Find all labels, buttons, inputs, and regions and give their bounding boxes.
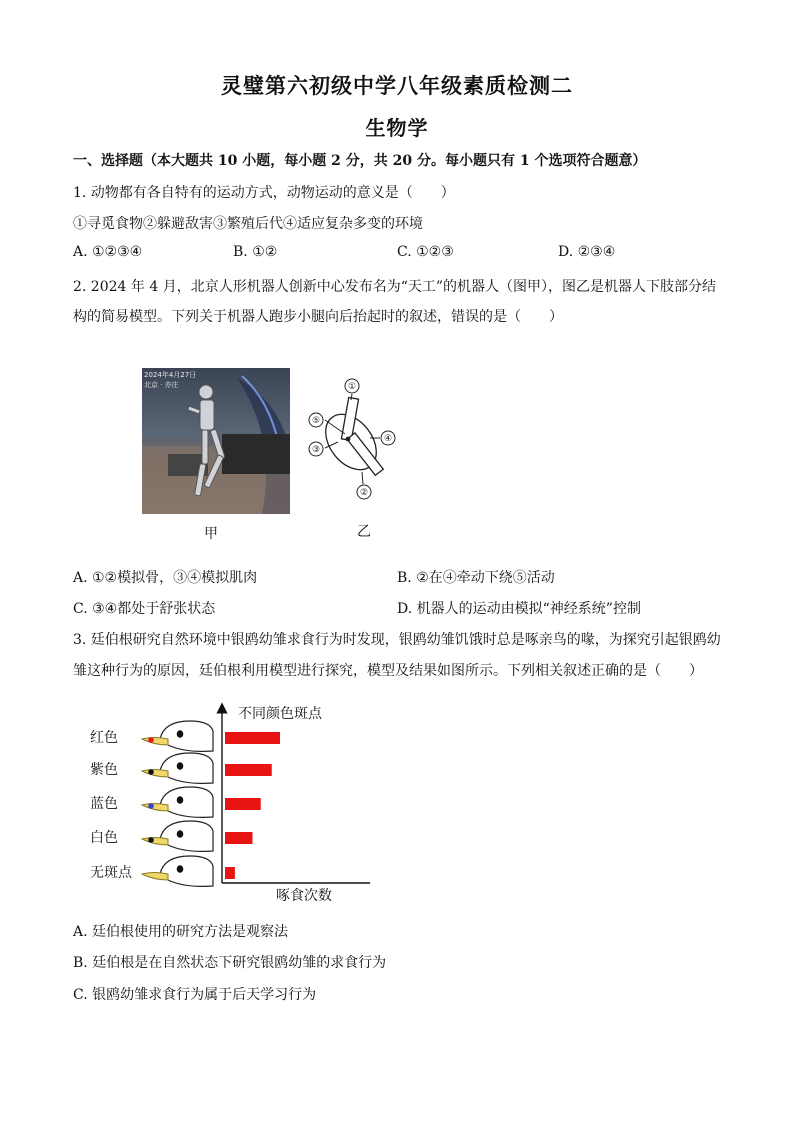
page-title: 灵璧第六初级中学八年级素质检测二 xyxy=(221,73,573,98)
photo-date-overlay: 2024年4月27日 xyxy=(144,371,197,379)
q3-option-a[interactable]: A. 廷伯根使用的研究方法是观察法 xyxy=(73,924,289,940)
category-label: 白色 xyxy=(90,830,118,846)
gull-head-model xyxy=(142,787,213,817)
limb-model-diagram xyxy=(305,370,405,515)
q3-option-b[interactable]: B. 廷伯根是在自然状态下研究银鸥幼雏的求食行为 xyxy=(73,955,387,971)
category-label: 红色 xyxy=(90,730,118,746)
caption-yi: 乙 xyxy=(357,524,371,540)
q2-option-a[interactable]: A. ①②模拟骨，③④模拟肌肉 xyxy=(73,570,258,586)
robot-photo xyxy=(142,368,290,514)
q2-stem-line2: 构的简易模型。下列关于机器人跑步小腿向后抬起时的叙述，错误的是（ ） xyxy=(73,309,563,325)
subject-title: 生物学 xyxy=(365,116,429,140)
gull-head-model xyxy=(142,856,213,886)
q1-stem: 1. 动物都有各自特有的运动方式，动物运动的意义是（ ） xyxy=(73,185,455,201)
bar xyxy=(225,832,253,844)
q2-stem-line1: 2. 2024 年 4 月，北京人形机器人创新中心发布名为“天工”的机器人（图甲），图乙是机器人下肢部分结 xyxy=(73,279,717,295)
q3-option-c[interactable]: C. 银鸥幼雏求食行为属于后天学习行为 xyxy=(73,987,317,1003)
q1-option-d[interactable]: D. ②③④ xyxy=(558,244,616,260)
q3-stem-line1: 3. 廷伯根研究自然环境中银鸥幼雏求食行为时发现，银鸥幼雏饥饿时总是啄亲鸟的喙，为探究引起银鸥幼 xyxy=(73,632,721,648)
q2-option-d[interactable]: D. 机器人的运动由模拟“神经系统”控制 xyxy=(397,601,641,617)
pecking-chart xyxy=(80,700,380,905)
category-label: 无斑点 xyxy=(90,865,132,881)
diagram-label-1: ① xyxy=(347,382,357,392)
diagram-label-5: ⑤ xyxy=(311,416,321,426)
gull-head-model xyxy=(142,753,213,783)
diagram-label-2: ② xyxy=(359,488,369,498)
category-label: 蓝色 xyxy=(90,796,118,812)
bar xyxy=(225,732,280,744)
diagram-label-3: ③ xyxy=(311,445,321,455)
section-heading: 一、选择题（本大题共 10 小题，每小题 2 分，共 20 分。每小题只有 1 个选项符合题意） xyxy=(73,153,647,169)
q2-option-c[interactable]: C. ③④都处于舒张状态 xyxy=(73,601,216,617)
y-axis-label: 不同颜色斑点 xyxy=(238,706,322,722)
q1-option-b[interactable]: B. ①② xyxy=(233,244,278,260)
bar xyxy=(225,764,272,776)
caption-jia: 甲 xyxy=(204,526,218,542)
q1-items: ①寻觅食物②躲避敌害③繁殖后代④适应复杂多变的环境 xyxy=(73,216,423,232)
q3-stem-line2: 雏这种行为的原因，廷伯根利用模型进行探究，模型及结果如图所示。下列相关叙述正确的是（ ） xyxy=(73,663,703,679)
x-axis-label: 啄食次数 xyxy=(276,888,332,904)
gull-head-model xyxy=(142,721,213,751)
photo-place-overlay: 北京 · 亦庄 xyxy=(144,381,179,389)
gull-head-model xyxy=(142,821,213,851)
q1-option-a[interactable]: A. ①②③④ xyxy=(73,244,143,260)
q2-option-b[interactable]: B. ②在④牵动下绕⑤活动 xyxy=(397,570,555,586)
bar xyxy=(225,867,235,879)
category-label: 紫色 xyxy=(90,762,118,778)
diagram-label-4: ④ xyxy=(383,434,393,444)
q1-option-c[interactable]: C. ①②③ xyxy=(397,244,454,260)
bar xyxy=(225,798,261,810)
